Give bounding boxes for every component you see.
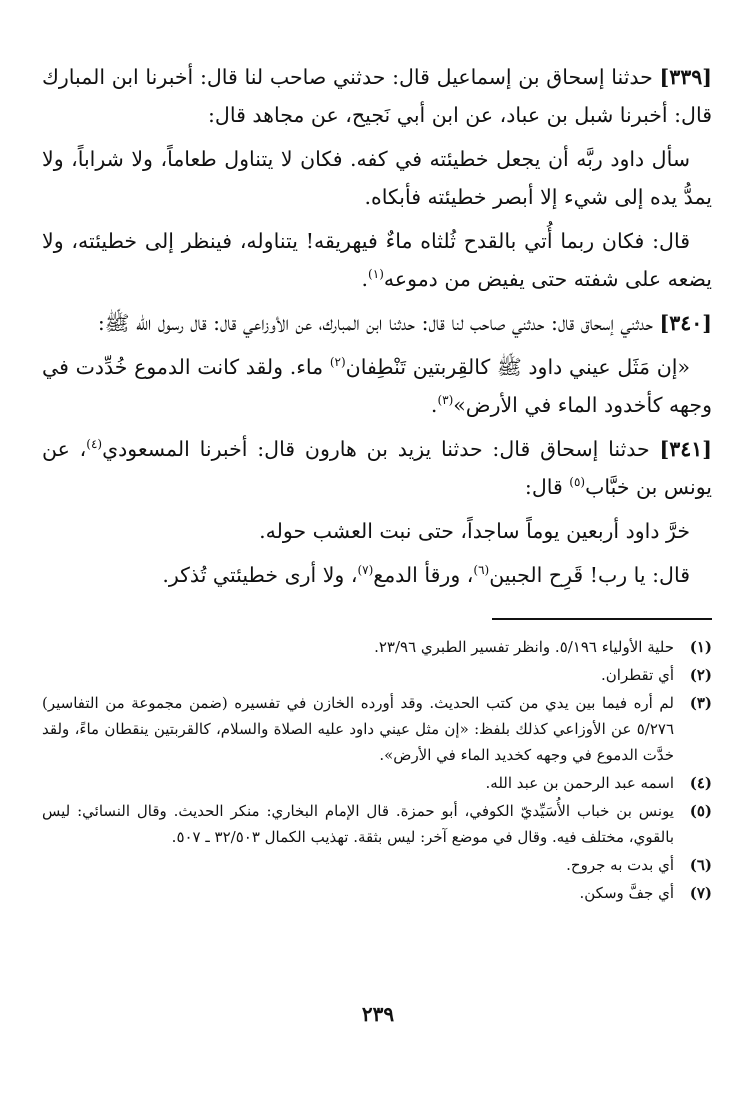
narration-paragraph [42,222,712,298]
paragraph-text: ، ورقأ الدمع [373,563,474,587]
footnote-text: أي بدت به جروح. [566,856,674,874]
hadith-number: [٣٣٩] [659,65,712,89]
footnote-ref: (٣) [437,393,454,408]
paragraph-tail: . [430,393,438,417]
paragraph-text: خرَّ داود أربعين يوماً ساجداً، حتى نبت العشب حوله. [259,519,690,543]
hadith-number: [٣٤٠] [659,311,712,335]
footnote-text: حلية الأولياء ٥/١٩٦. وانظر تفسير الطبري ٢٣/٩٦. [374,638,674,656]
page-number: ٢٣٩ [361,1002,395,1026]
footnote [42,634,712,660]
footnotes [42,634,712,906]
footnote-text: أي جفَّ وسكن. [579,884,674,902]
narration-paragraph [42,556,712,594]
hadith-339 [42,58,712,134]
footnote-ref: (٥) [569,475,586,490]
footnote-text: أي تقطران. [601,666,674,684]
paragraph-text: ماء. ولقد كانت الدموع خُدِّدت في وجهه كأخدود الماء في الأرض» [42,355,712,417]
footnote [42,662,712,688]
footnote-number: (٤) [689,774,712,792]
paragraph-text: سأل داود ربَّه أن يجعل خطيئته في كفه. فكان لا يتناول طعاماً، ولا شراباً، ولا يمدُّ يده إلى شيء إلا أبصر خطيئته فأبكاه. [42,147,712,209]
paragraph-text: حدثنا إسحاق قال: حدثنا يزيد بن هارون قال: أخبرنا المسعودي [102,437,660,461]
footnote-number: (٧) [689,884,712,902]
footnote-number: (٣) [689,694,712,712]
footnote-number: (١) [689,638,712,656]
footnote-text: اسمه عبد الرحمن بن عبد الله. [485,774,674,792]
footnote-ref: (٦) [473,563,490,578]
footnote-text: لم أره فيما بين يدي من كتب الحديث. وقد أورده الخازن في تفسيره (ضمن مجموعة من التفاسير) ٥/٢٧٦ عن الأوزاعي كذلك بلفظ: «إن مثل عيني داود عليه الصلاة والسلام، كالقربتين ينقطان ماءً، ولقد خدَّت الدموع في وجهه كخديد الماء في الأرض». [42,694,674,764]
footnote [42,852,712,878]
footnote-text: يونس بن خباب الأُسَيِّديّ الكوفي، أبو حمزة. قال الإمام البخاري: منكر الحديث. وقال النسائي: ليس بالقوي، مختلف فيه. وقال في موضع آخر: ليس بثقة. تهذيب الكمال ٣٢/٥٠٣ ـ ٥٠٧. [42,802,674,846]
narration-paragraph [42,512,712,550]
hadith-number: [٣٤١] [659,437,712,461]
footnote-ref: (٢) [329,355,346,370]
narration-paragraph [42,140,712,216]
paragraph-text: ، عن يونس بن خبَّاب [42,437,712,499]
paragraph-text: قال: يا رب! قَرِح الجبين [489,563,690,587]
footnote [42,798,712,850]
footnote [42,690,712,768]
paragraph-tail: قال: [524,475,570,499]
footnote-number: (٢) [689,666,712,684]
paragraph-tail: ، ولا أرى خطيئتي تُذكر. [162,563,358,587]
paragraph-text: حدثنا إسحاق بن إسماعيل قال: حدثني صاحب لنا قال: أخبرنا ابن المبارك قال: أخبرنا شبل بن عباد، عن ابن أبي نَجيح، عن مجاهد قال: [42,65,712,127]
paragraph-text: حدثني إسحاق قال: حدثني صاحب لنا قال: حدثنا ابن المبارك، عن الأوزاعي قال: قال رسول الله ﷺ: [97,311,660,335]
paragraph-tail: . [361,267,369,291]
hadith-341 [42,430,712,506]
paragraph-text: قال: فكان ربما أُتي بالقدح ثُلثاه ماءٌ فيهريقه! يتناوله، فينظر إلى خطيئته، ولا يضعه على شفته حتى يفيض من دموعه [42,229,712,291]
footnote-ref: (٤) [86,437,103,452]
footnote-divider [492,618,712,620]
footnote [42,880,712,906]
paragraph-text: «إن مَثَل عيني داود ﷺ كالقِربتين تَنْطِفان [345,355,690,379]
footnote-number: (٦) [689,856,712,874]
hadith-340 [42,304,712,342]
footnote-ref: (٧) [357,563,374,578]
footnote [42,770,712,796]
narration-paragraph [42,348,712,424]
footnote-number: (٥) [689,802,712,820]
footnote-ref: (١) [368,267,384,282]
